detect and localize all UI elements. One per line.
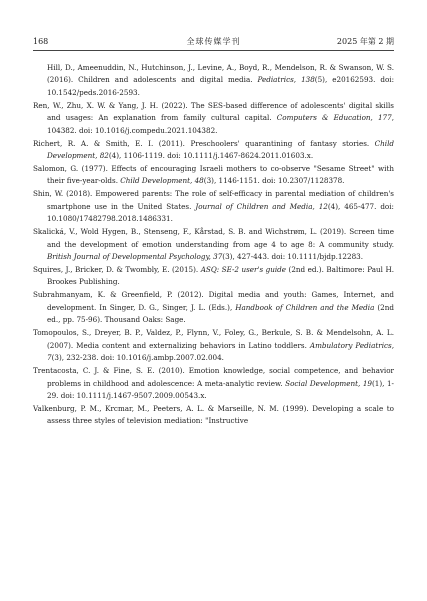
reference-entry: Ren, W., Zhu, X. W. & Yang, J. H. (2022). The SES-based difference of adolescents' digital skills and usages: An explanation from family cultural capital. Computers & Education, 177, 104382. doi: 10.1016/j.compedu.2021.104382. xyxy=(33,100,394,135)
reference-entry: Hill, D., Ameenuddin, N., Hutchinson, J., Levine, A., Boyd, R., Mendelson, R. & Swanson, W. S. (2016). Children and adolescents and digital media. Pediatrics, 138(5), e20162593. doi: 10.1542/peds.2016-2593. xyxy=(47,63,395,97)
reference-entry: Tomopoulos, S., Dreyer, B. P., Valdez, P., Flynn, V., Foley, G., Berkule, S. B. & Mendelsohn, A. L. (2007). Media content and externalizing behaviors in Latino toddlers. Ambulatory Pediatrics, 7(3), 232-238. doi: 10.1016/j.ambp.2007.02.004. xyxy=(33,328,394,363)
reference-entry: Salomon, G. (1977). Effects of encouraging Israeli mothers to co-observe "Sesame Street" with their five-year-olds. Child Development, 48(3), 1146-1151. doi: 10.2307/1128378. xyxy=(33,164,394,186)
reference-entry: Shin, W. (2018). Empowered parents: The role of self-efficacy in parental mediation of children's smartphone use in the United States. Journal of Children and Media, 12(4), 465-477. doi: 10.1080/17482798.2018.1486331. xyxy=(33,189,394,224)
reference-entry: Skalická, V., Wold Hygen, B., Stenseng, F., Kårstad, S. B. and Wichstrøm, L. (2019). Screen time and the development of emotion understanding from age 4 to age 8: A community study. British Journal of Developmental Psychology, 37(3), 427-443. doi: 10.1111/bjdp.12283. xyxy=(33,227,394,262)
reference-entry: Trentacosta, C. J. & Fine, S. E. (2010). Emotion knowledge, social competence, and behavior problems in childhood and adolescence: A meta-analytic review. Social Development, 19(1), 1-29. doi: 10.1111/j.1467-9507.2009.00543.x. xyxy=(33,366,394,400)
reference-list xyxy=(33,62,394,428)
reference-entry: Richert, R. A. & Smith, E. I. (2011). Preschoolers' quarantining of fantasy stories. Child Development, 82(4), 1106-1119. doi: 10.1111/j.1467-8624.2011.01603.x. xyxy=(33,138,394,161)
issue-label: 2025 年第 2 期 xyxy=(336,37,394,46)
journal-title: 全球传媒学刊 xyxy=(186,37,241,46)
page-number: 168 xyxy=(33,37,49,46)
running-header xyxy=(33,36,394,51)
reference-entry: Subrahmanyam, K. & Greenfield, P. (2012). Digital media and youth: Games, Internet, and development. In Singer, D. G., Singer, J. L. (Eds.), Handbook of Children and the Media (2nd ed., pp. 75-96). Thousand Oaks: Sage. xyxy=(33,290,394,325)
reference-entry: Valkenburg, P. M., Krcmar, M., Peeters, A. L. & Marseille, N. M. (1999). Developing a scale to assess three styles of television mediation: "Instructive xyxy=(33,403,394,426)
reference-entry: Squires, J., Bricker, D. & Twombly, E. (2015). ASQ: SE-2 user's guide (2nd ed.). Baltimore: Paul H. Brookes Publishing. xyxy=(33,265,395,287)
